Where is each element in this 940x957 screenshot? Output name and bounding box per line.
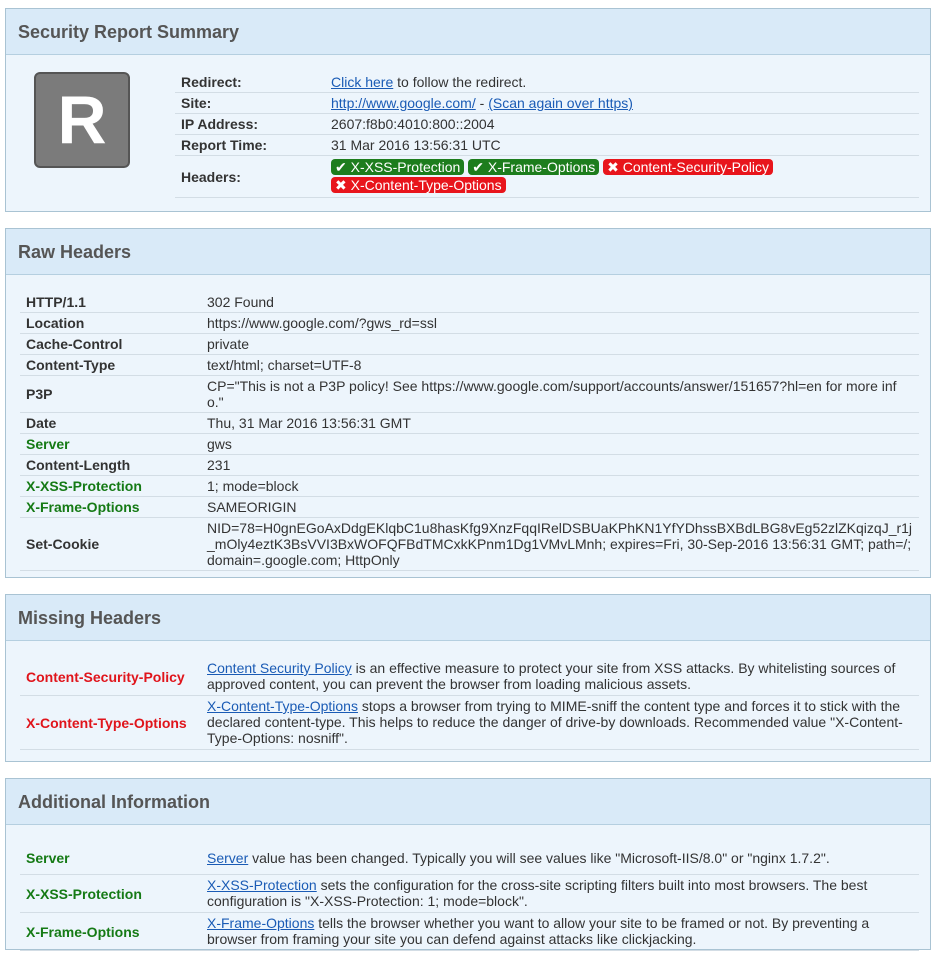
raw-header-row (20, 518, 919, 571)
raw-header-name: Cache-Control (20, 334, 201, 355)
summary-row-site (175, 93, 919, 114)
missing-headers-panel (5, 594, 931, 762)
headers-badges (325, 156, 919, 198)
missing-headers-table (20, 658, 919, 750)
site-separator: - (475, 95, 489, 111)
additional-header-name: X-XSS-Protection (20, 875, 201, 913)
report-time-value: 31 Mar 2016 13:56:31 UTC (325, 135, 919, 156)
grade-badge: R (34, 72, 130, 168)
header-badge-label: X-Content-Type-Options (350, 177, 502, 193)
missing-info-link[interactable]: Content Security Policy (207, 660, 352, 676)
panel-title: Raw Headers (6, 229, 930, 275)
summary-row-headers (175, 156, 919, 198)
additional-info-link[interactable]: Server (207, 849, 249, 866)
raw-header-value: NID=78=H0gnEGoAxDdgEKlqbC1u8hasKfg9XnzFqqIRelDSBUaKPhKN1YfYDhssBXBdLBG8vEg52zlZKqizqJ_r1j_mOly4eztK3BsVVI3BxWOFQFBdTMCxkKPnm1Dg1VMvLMnh; expires=Fri, 30-Sep-2016 13:56:31 GMT; path=/; domain=.google.com; HttpOnly (201, 518, 919, 571)
raw-header-value: private (201, 334, 919, 355)
additional-description (201, 875, 919, 913)
raw-header-value: SAMEORIGIN (201, 497, 919, 518)
additional-row (20, 842, 919, 875)
raw-header-value: 1; mode=block (201, 476, 919, 497)
raw-header-name: HTTP/1.1 (20, 292, 201, 313)
cross-icon: ✖ (335, 177, 347, 193)
missing-header-name: Content-Security-Policy (20, 658, 201, 696)
report-time-label: Report Time: (175, 135, 325, 156)
additional-info-link[interactable]: X-Frame-Options (207, 915, 315, 931)
raw-header-row (20, 455, 919, 476)
raw-header-value: 231 (201, 455, 919, 476)
raw-header-row (20, 355, 919, 376)
raw-header-row (20, 292, 919, 313)
rescan-https-link[interactable]: (Scan again over https) (488, 95, 633, 111)
raw-header-name: Server (20, 434, 201, 455)
missing-header-name: X-Content-Type-Options (20, 696, 201, 750)
raw-header-row (20, 434, 919, 455)
security-report-summary-panel (5, 8, 931, 212)
raw-header-value: text/html; charset=UTF-8 (201, 355, 919, 376)
additional-header-name: Server (20, 842, 201, 875)
additional-description-text: tells the browser whether you want to allow your site to be framed or not. By preventing a browser from framing your site you can defend against attacks like clickjacking. (207, 915, 870, 947)
site-value (325, 93, 919, 114)
panel-title: Additional Information (6, 779, 930, 825)
raw-header-row (20, 476, 919, 497)
additional-description (201, 913, 919, 951)
additional-row (20, 913, 919, 951)
ip-value: 2607:f8b0:4010:800::2004 (325, 114, 919, 135)
additional-header-name: X-Frame-Options (20, 913, 201, 951)
site-link[interactable]: http://www.google.com/ (331, 95, 476, 111)
additional-information-panel (5, 778, 931, 950)
missing-info-link[interactable]: X-Content-Type-Options (207, 698, 358, 714)
headers-label: Headers: (175, 156, 325, 198)
additional-description-text: sets the configuration for the cross-site scripting filters built into most browsers. The best configuration is "X-XSS-Protection: 1; mode=block". (207, 877, 868, 909)
header-badge-fail (603, 159, 773, 175)
summary-row-ip (175, 114, 919, 135)
summary-table (175, 72, 919, 198)
raw-header-row (20, 413, 919, 434)
check-icon: ✔ (472, 159, 484, 175)
additional-information-table (20, 842, 919, 951)
raw-header-row (20, 497, 919, 518)
raw-headers-panel (5, 228, 931, 578)
missing-description-text: stops a browser from trying to MIME-sniff the content type and forces it to stick with the declared content-type. This helps to reduce the danger of drive-by downloads. Recommended value "X-Content-Type-Options: nosniff". (207, 698, 903, 746)
raw-header-row (20, 334, 919, 355)
header-badge-label: X-Frame-Options (487, 159, 596, 175)
raw-header-name: Content-Length (20, 455, 201, 476)
missing-description-text: is an effective measure to protect your site from XSS attacks. By whitelisting sources of approved content, you can prevent the browser from loading malicious assets. (207, 660, 896, 692)
raw-header-value: CP="This is not a P3P policy! See https://www.google.com/support/accounts/answer/151657?hl=en for more info." (201, 376, 919, 413)
raw-header-name: P3P (20, 376, 201, 413)
redirect-value (325, 72, 919, 93)
panel-title: Missing Headers (6, 595, 930, 641)
additional-description (201, 842, 919, 875)
site-label: Site: (175, 93, 325, 114)
raw-header-name: X-XSS-Protection (20, 476, 201, 497)
check-icon: ✔ (335, 159, 347, 175)
summary-row-time (175, 135, 919, 156)
raw-header-value: Thu, 31 Mar 2016 13:56:31 GMT (201, 413, 919, 434)
raw-header-value: gws (201, 434, 919, 455)
panel-title: Security Report Summary (6, 9, 930, 55)
cross-icon: ✖ (607, 159, 619, 175)
raw-header-name: X-Frame-Options (20, 497, 201, 518)
header-badge-label: Content-Security-Policy (622, 159, 770, 175)
additional-row (20, 875, 919, 913)
redirect-link[interactable]: Click here (331, 74, 394, 90)
header-badge-pass (468, 159, 599, 175)
additional-info-link[interactable]: X-XSS-Protection (207, 877, 317, 893)
raw-header-name: Set-Cookie (20, 518, 201, 571)
ip-label: IP Address: (175, 114, 325, 135)
additional-description-text: value has been changed. Typically you will see values like "Microsoft-IIS/8.0" or "nginx 1.7.2". (248, 849, 830, 866)
raw-header-name: Date (20, 413, 201, 434)
summary-row-redirect (175, 72, 919, 93)
raw-header-value: 302 Found (201, 292, 919, 313)
missing-row (20, 696, 919, 750)
raw-header-name: Content-Type (20, 355, 201, 376)
redirect-text: to follow the redirect. (393, 74, 527, 90)
redirect-label: Redirect: (175, 72, 325, 93)
raw-header-row (20, 313, 919, 334)
header-badge-fail (331, 177, 506, 193)
missing-description (201, 696, 919, 750)
header-badge-pass (331, 159, 464, 175)
missing-description (201, 658, 919, 696)
missing-row (20, 658, 919, 696)
raw-headers-table (20, 292, 919, 571)
raw-header-value: https://www.google.com/?gws_rd=ssl (201, 313, 919, 334)
header-badge-label: X-XSS-Protection (350, 159, 461, 175)
raw-header-row (20, 376, 919, 413)
raw-header-name: Location (20, 313, 201, 334)
